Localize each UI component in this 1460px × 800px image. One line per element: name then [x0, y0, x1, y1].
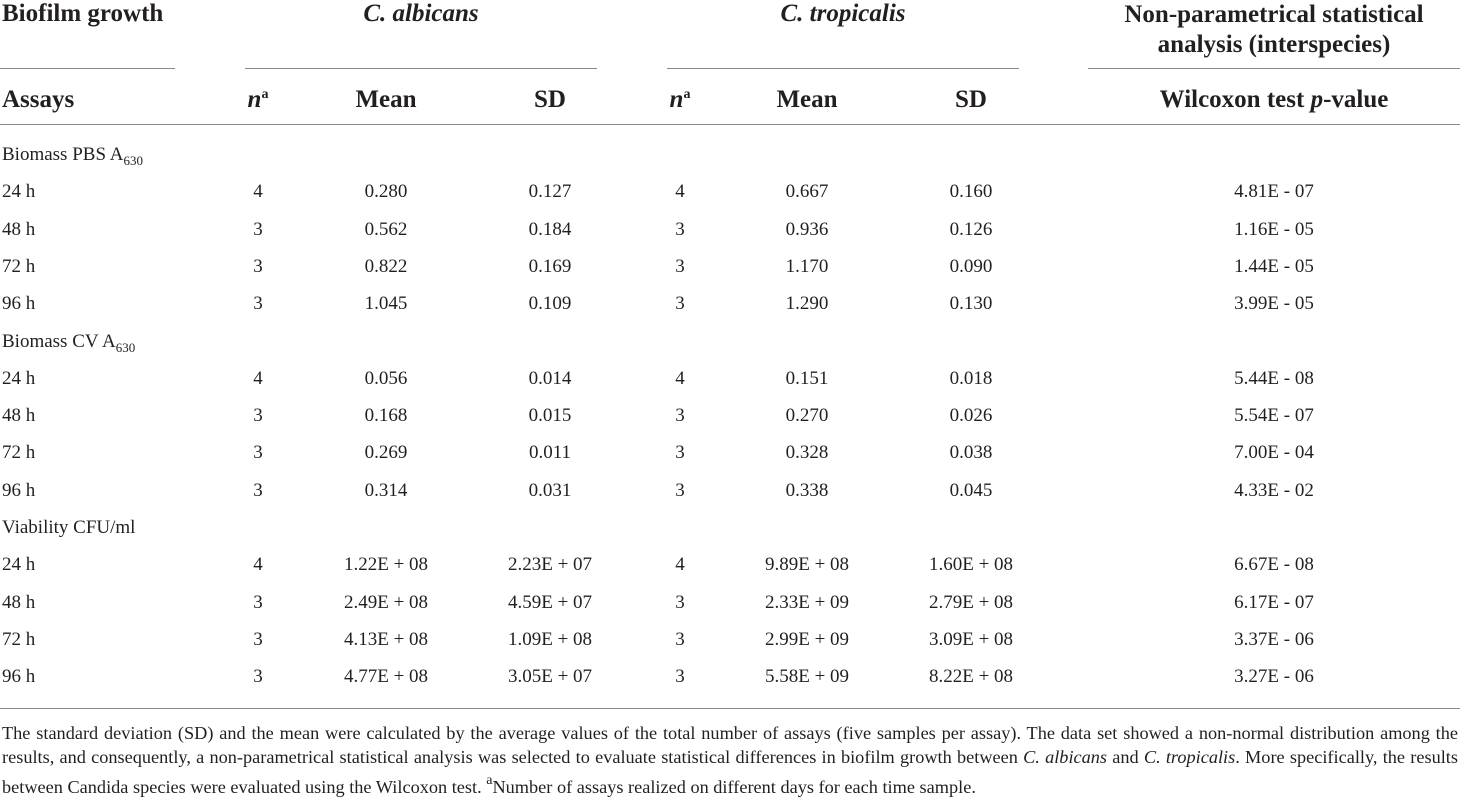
cell-p-value: 6.67E - 08	[1234, 554, 1314, 576]
cell-sd-tropicalis: 0.130	[949, 293, 993, 315]
cell-n-albicans: 3	[253, 666, 263, 688]
cell-n-albicans: 3	[253, 442, 263, 464]
cell-mean-tropicalis: 1.290	[785, 293, 829, 315]
cell-sd-tropicalis: 1.60E + 08	[928, 554, 1014, 576]
header-mean-tropicalis: Mean	[776, 86, 838, 113]
cell-time: 72 h	[2, 628, 36, 650]
cell-mean-tropicalis: 2.33E + 09	[764, 591, 850, 613]
cell-mean-albicans: 0.562	[364, 218, 408, 240]
cell-sd-albicans: 0.127	[528, 181, 572, 203]
cell-sd-tropicalis: 8.22E + 08	[928, 666, 1014, 688]
cell-time: 96 h	[2, 479, 36, 501]
cell-sd-tropicalis: 0.045	[949, 479, 993, 501]
cell-sd-tropicalis: 2.79E + 08	[928, 591, 1014, 613]
cell-sd-albicans: 0.014	[528, 367, 572, 389]
header-c-albicans: C. albicans	[363, 0, 479, 27]
cell-p-value: 4.33E - 02	[1234, 479, 1314, 501]
cell-mean-tropicalis: 0.338	[785, 479, 829, 501]
header-sd-tropicalis: SD	[955, 86, 987, 113]
cell-sd-albicans: 0.015	[528, 405, 572, 427]
cell-mean-albicans: 1.045	[364, 293, 408, 315]
header-biofilm-growth: Biofilm growth	[2, 0, 164, 27]
cell-n-albicans: 4	[253, 367, 263, 389]
cell-n-tropicalis: 3	[675, 591, 685, 613]
cell-time: 48 h	[2, 405, 36, 427]
cell-sd-albicans: 0.184	[528, 218, 572, 240]
cell-p-value: 5.44E - 08	[1234, 367, 1314, 389]
cell-n-albicans: 3	[253, 255, 263, 277]
cell-n-albicans: 3	[253, 218, 263, 240]
header-rule	[667, 68, 1019, 69]
cell-sd-tropicalis: 0.160	[949, 181, 993, 203]
cell-mean-tropicalis: 1.170	[785, 255, 829, 277]
cell-p-value: 1.16E - 05	[1234, 218, 1314, 240]
cell-time: 48 h	[2, 591, 36, 613]
cell-sd-albicans: 3.05E + 07	[507, 666, 593, 688]
cell-p-value: 3.99E - 05	[1234, 293, 1314, 315]
cell-n-albicans: 4	[253, 554, 263, 576]
header-wilcoxon: Wilcoxon test p-value	[1159, 86, 1389, 113]
cell-sd-albicans: 0.169	[528, 255, 572, 277]
cell-time: 24 h	[2, 367, 36, 389]
footnote: The standard deviation (SD) and the mean were calculated by the average values of the total number of assays (five samples per assay). The data set showed a non-normal distribution among the results, and consequently, a non-parametrical statistical analysis was selected to evaluate statistical differences in biofilm growth between C. albicans and C. tropicalis. More specifically, the results between Candida species were evaluated using the Wilcoxon test. $^a$Number of assays realized on different days for each time sample.	[2, 723, 1458, 797]
cell-time: 72 h	[2, 255, 36, 277]
cell-n-tropicalis: 3	[675, 442, 685, 464]
cell-sd-albicans: 0.011	[528, 442, 572, 464]
cell-p-value: 7.00E - 04	[1234, 442, 1314, 464]
cell-n-albicans: 4	[253, 181, 263, 203]
cell-mean-tropicalis: 0.270	[785, 405, 829, 427]
cell-time: 24 h	[2, 554, 36, 576]
cell-sd-albicans: 0.031	[528, 479, 572, 501]
cell-n-tropicalis: 3	[675, 218, 685, 240]
cell-mean-albicans: 4.77E + 08	[343, 666, 429, 688]
cell-sd-tropicalis: 0.038	[949, 442, 993, 464]
cell-n-tropicalis: 4	[675, 367, 685, 389]
cell-p-value: 3.27E - 06	[1234, 666, 1314, 688]
cell-mean-tropicalis: 9.89E + 08	[764, 554, 850, 576]
cell-sd-tropicalis: 0.090	[949, 255, 993, 277]
header-statistical-analysis	[1124, 0, 1423, 60]
cell-p-value: 3.37E - 06	[1234, 628, 1314, 650]
cell-mean-albicans: 0.168	[364, 405, 408, 427]
cell-n-tropicalis: 3	[675, 666, 685, 688]
header-rule	[245, 68, 597, 69]
header-assays: Assays	[2, 86, 75, 113]
cell-mean-tropicalis: 0.151	[785, 367, 829, 389]
cell-n-tropicalis: 3	[675, 479, 685, 501]
header-rule	[1088, 68, 1460, 69]
cell-sd-tropicalis: 0.126	[949, 218, 993, 240]
header-n-albicans: $n^a$	[247, 86, 269, 113]
cell-mean-tropicalis: 0.667	[785, 181, 829, 203]
cell-n-albicans: 3	[253, 628, 263, 650]
cell-mean-tropicalis: 0.328	[785, 442, 829, 464]
cell-time: 72 h	[2, 442, 36, 464]
section-title: Biomass PBS $A_{630}$	[2, 144, 143, 168]
cell-n-tropicalis: 3	[675, 255, 685, 277]
cell-n-albicans: 3	[253, 293, 263, 315]
cell-n-tropicalis: 4	[675, 181, 685, 203]
cell-n-albicans: 3	[253, 405, 263, 427]
section-title: Biomass CV $A_{630}$	[2, 330, 136, 355]
cell-mean-albicans: 4.13E + 08	[343, 628, 429, 650]
cell-mean-tropicalis: 5.58E + 09	[764, 666, 850, 688]
section-title: Viability CFU/ml	[2, 517, 136, 538]
cell-p-value: 6.17E - 07	[1234, 591, 1314, 613]
cell-time: 96 h	[2, 666, 36, 688]
cell-sd-albicans: 0.109	[528, 293, 572, 315]
cell-mean-albicans: 0.269	[364, 442, 408, 464]
cell-mean-tropicalis: 2.99E + 09	[764, 628, 850, 650]
header-mean-albicans: Mean	[355, 86, 417, 113]
table-bottom-rule	[0, 708, 1460, 709]
cell-mean-albicans: 1.22E + 08	[343, 554, 429, 576]
cell-n-tropicalis: 3	[675, 293, 685, 315]
cell-sd-albicans: 4.59E + 07	[507, 591, 593, 613]
cell-mean-albicans: 0.314	[364, 479, 408, 501]
header-sd-albicans: SD	[534, 86, 566, 113]
cell-sd-tropicalis: 0.026	[949, 405, 993, 427]
cell-sd-albicans: 2.23E + 07	[507, 554, 593, 576]
cell-p-value: 5.54E - 07	[1234, 405, 1314, 427]
cell-sd-albicans: 1.09E + 08	[507, 628, 593, 650]
cell-mean-albicans: 2.49E + 08	[343, 591, 429, 613]
cell-p-value: 1.44E - 05	[1234, 255, 1314, 277]
cell-mean-albicans: 0.822	[364, 255, 408, 277]
header-bottom-rule	[0, 124, 1460, 125]
cell-time: 96 h	[2, 293, 36, 315]
cell-p-value: 4.81E - 07	[1234, 181, 1314, 203]
cell-sd-tropicalis: 3.09E + 08	[928, 628, 1014, 650]
cell-n-tropicalis: 3	[675, 405, 685, 427]
cell-mean-tropicalis: 0.936	[785, 218, 829, 240]
cell-sd-tropicalis: 0.018	[949, 367, 993, 389]
header-stats-line1: Non-parametrical statistical	[1124, 1, 1424, 28]
cell-time: 24 h	[2, 181, 36, 203]
cell-n-albicans: 3	[253, 479, 263, 501]
cell-time: 48 h	[2, 218, 36, 240]
cell-mean-albicans: 0.056	[364, 367, 408, 389]
cell-n-tropicalis: 3	[675, 628, 685, 650]
cell-mean-albicans: 0.280	[364, 181, 408, 203]
header-c-tropicalis: C. tropicalis	[780, 0, 906, 27]
header-rule	[0, 68, 175, 69]
header-stats-line2: analysis (interspecies)	[1157, 31, 1391, 58]
cell-n-albicans: 3	[253, 591, 263, 613]
cell-n-tropicalis: 4	[675, 554, 685, 576]
header-n-tropicalis: $n^a$	[669, 86, 691, 113]
